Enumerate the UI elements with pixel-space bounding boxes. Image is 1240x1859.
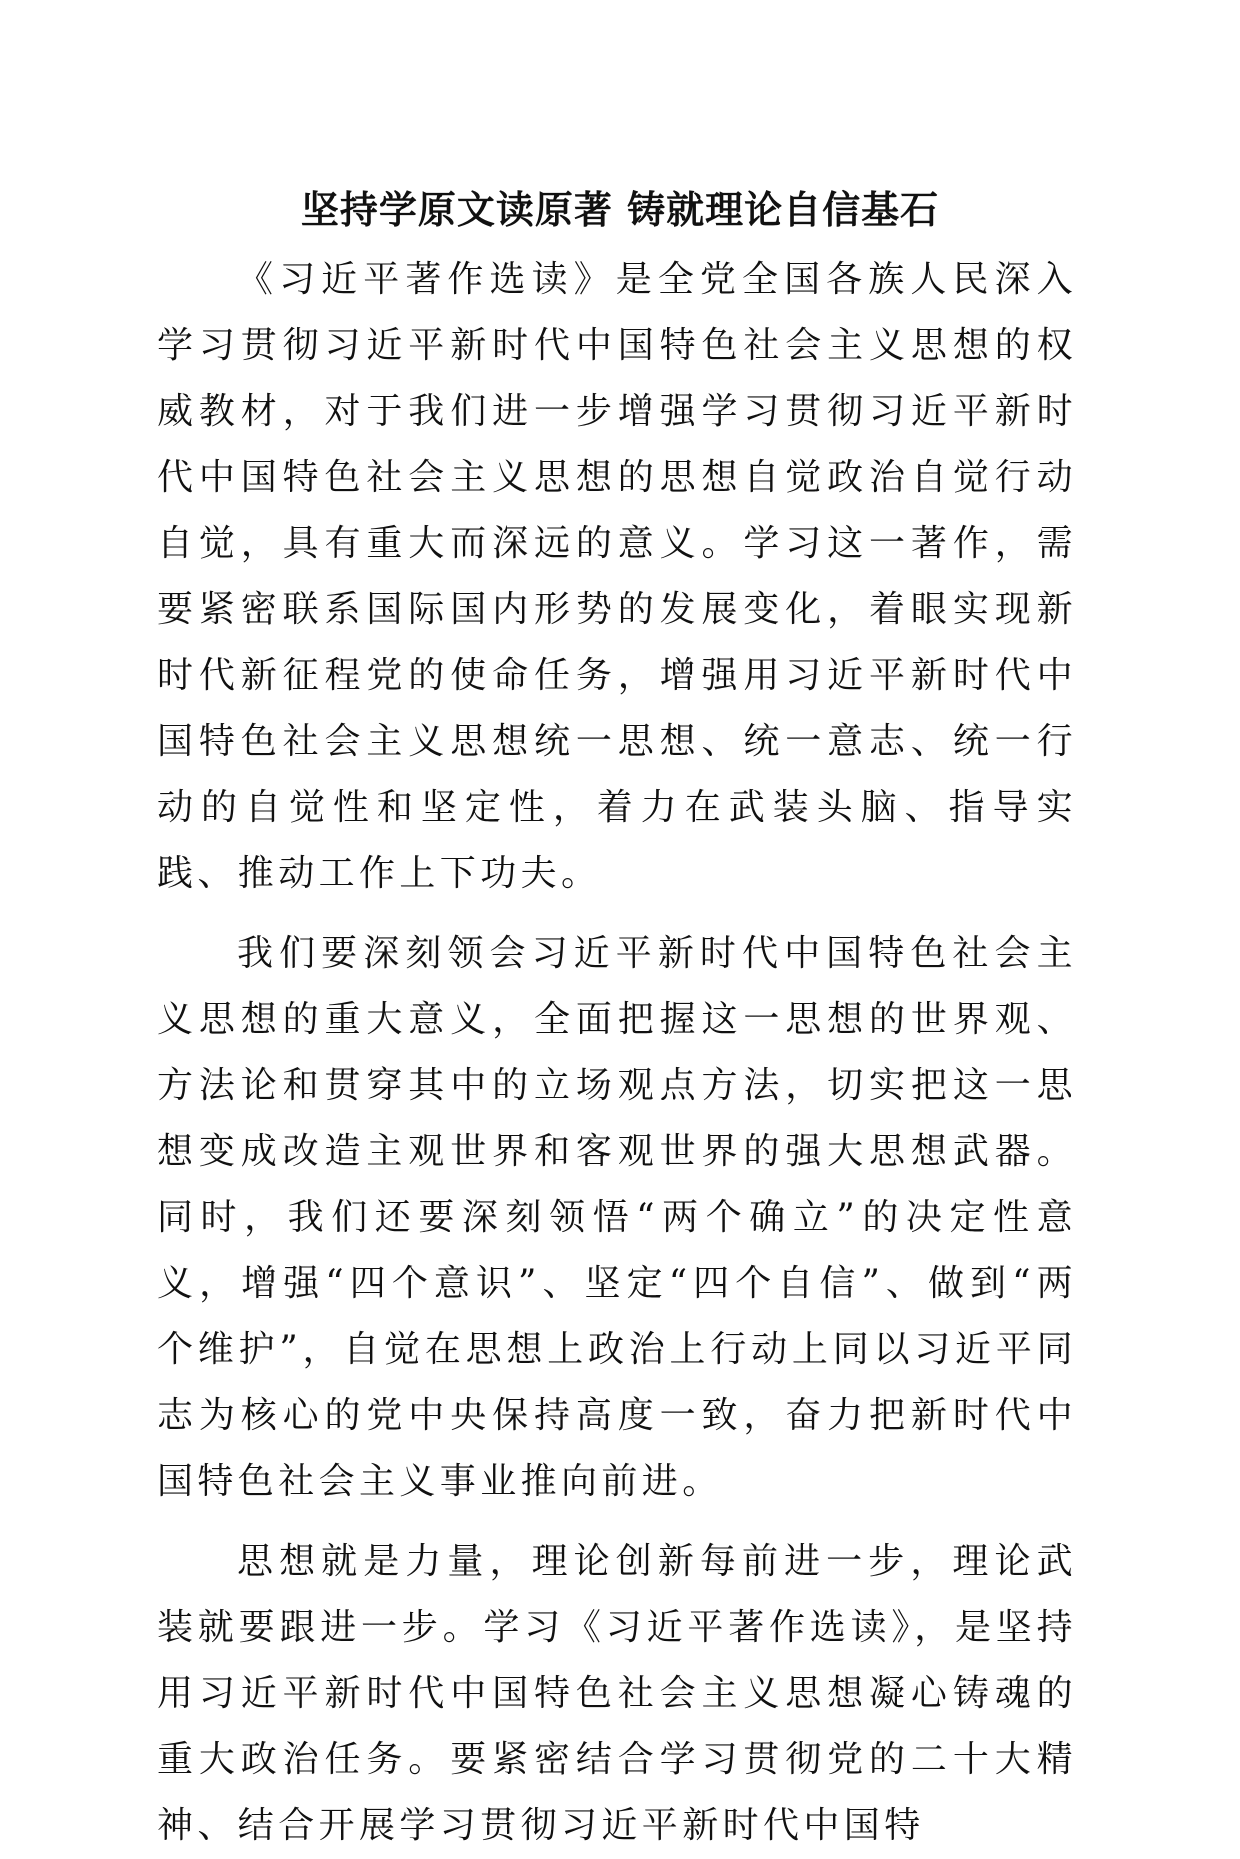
paragraph-3: 思想就是力量，理论创新每前进一步，理论武装就要跟进一步。学习《习近平著作选读》，是坚持用习近平新时代中国特色社会主义思想凝心铸魂的重大政治任务。要紧密结合学习贯彻党的二十大精神、结合开展学习贯彻习近平新时代中国特 — [157, 1541, 1077, 1846]
document-body — [157, 247, 1077, 1859]
document-title: 坚持学原文读原著 铸就理论自信基石 — [300, 188, 940, 232]
paragraph-2: 我们要深刻领会习近平新时代中国特色社会主义思想的重大意义，全面把握这一思想的世界观、方法论和贯穿其中的立场观点方法，切实把这一思想变成改造主观世界和客观世界的强大思想武器。同时，我们还要深刻领悟“两个确立”的决定性意义，增强“四个意识”、坚定“四个自信”、做到“两个维护”，自觉在思想上政治上行动上同以习近平同志为核心的党中央保持高度一致，奋力把新时代中国特色社会主义事业推向前进。 — [157, 933, 1077, 1502]
paragraph-1: 《习近平著作选读》是全党全国各族人民深入学习贯彻习近平新时代中国特色社会主义思想的权威教材，对于我们进一步增强学习贯彻习近平新时代中国特色社会主义思想的思想自觉政治自觉行动自觉，具有重大而深远的意义。学习这一著作，需要紧密联系国际国内形势的发展变化，着眼实现新时代新征程党的使命任务，增强用习近平新时代中国特色社会主义思想统一思想、统一意志、统一行动的自觉性和坚定性，着力在武装头脑、指导实践、推动工作上下功夫。 — [157, 259, 1077, 894]
